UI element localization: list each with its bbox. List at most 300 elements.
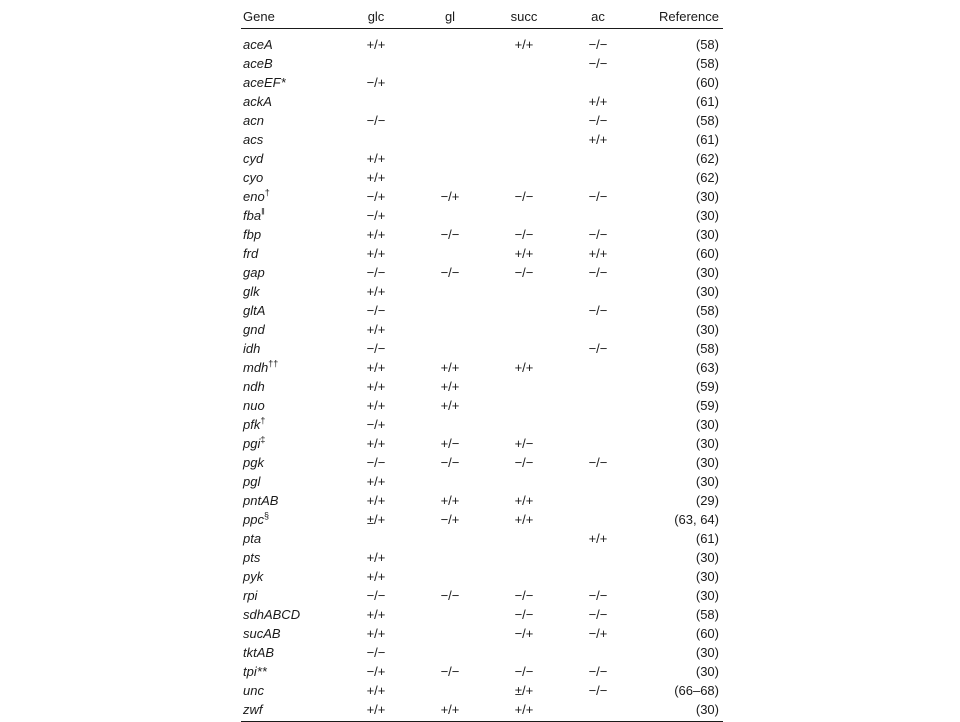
table-row	[241, 491, 723, 510]
cell-gene	[241, 529, 339, 548]
gene-name: acs	[243, 132, 264, 147]
table-row	[241, 377, 723, 396]
table-row	[241, 396, 723, 415]
table-row	[241, 130, 723, 149]
cell-succ	[487, 282, 561, 301]
cell-glc: ±/+	[366, 512, 386, 527]
table-row	[241, 111, 723, 130]
table-row	[241, 358, 723, 377]
table-row	[241, 168, 723, 187]
cell-gene	[241, 681, 339, 700]
cell-succ: +/+	[487, 700, 561, 722]
cell-ac: −/−	[588, 56, 608, 71]
cell-ac	[561, 168, 635, 187]
cell-glc: −/+	[366, 208, 386, 223]
cell-reference: (30)	[695, 208, 719, 223]
cell-reference: (59)	[695, 379, 719, 394]
gene-name: tktAB	[243, 645, 275, 660]
cell-succ	[487, 529, 561, 548]
cell-reference: (58)	[695, 37, 719, 52]
cell-gene	[241, 586, 339, 605]
cell-glc: +/+	[339, 700, 413, 722]
cell-ac: −/−	[588, 113, 608, 128]
cell-succ	[487, 149, 561, 168]
cell-ac	[561, 643, 635, 662]
footnote-mark: ††	[268, 358, 279, 369]
cell-ac: −/−	[588, 227, 608, 242]
cell-succ: +/+	[514, 512, 534, 527]
cell-ac	[561, 548, 635, 567]
cell-gene	[241, 244, 339, 263]
cell-ac	[561, 377, 635, 396]
table-row	[241, 149, 723, 168]
gene-name: idh	[243, 341, 261, 356]
cell-gl: +/−	[440, 436, 460, 451]
gene-name: mdh	[243, 360, 269, 375]
cell-gene	[241, 282, 339, 301]
cell-succ	[487, 168, 561, 187]
cell-gl	[413, 624, 487, 643]
gene-name: cyo	[243, 170, 264, 185]
cell-gl: −/−	[440, 455, 460, 470]
cell-gl: −/+	[440, 189, 460, 204]
table-header	[241, 4, 723, 29]
cell-gene	[241, 92, 339, 111]
cell-glc: −/−	[366, 588, 386, 603]
cell-gl: +/+	[440, 493, 460, 508]
cell-reference: (30)	[695, 588, 719, 603]
gene-name: fba	[243, 208, 262, 223]
cell-gl	[413, 54, 487, 73]
cell-gl: +/+	[440, 398, 460, 413]
cell-glc: +/+	[366, 360, 386, 375]
cell-gene	[241, 130, 339, 149]
header-succ: succ	[487, 4, 561, 29]
table-row	[241, 586, 723, 605]
table-row	[241, 73, 723, 92]
header-gl: gl	[413, 4, 487, 29]
cell-glc: +/+	[366, 493, 386, 508]
cell-glc	[339, 130, 413, 149]
table-row	[241, 244, 723, 263]
cell-reference: (62)	[695, 151, 719, 166]
cell-gene	[241, 548, 339, 567]
cell-reference: (30)	[695, 417, 719, 432]
cell-ac: −/−	[588, 37, 608, 52]
cell-succ: −/+	[514, 626, 534, 641]
table-row	[241, 54, 723, 73]
cell-ac: −/−	[588, 588, 608, 603]
cell-gene	[241, 320, 339, 339]
cell-glc: +/+	[366, 170, 386, 185]
cell-reference: (60)	[695, 75, 719, 90]
cell-reference: (58)	[695, 303, 719, 318]
cell-gene	[241, 472, 339, 491]
cell-reference: (30)	[695, 550, 719, 565]
cell-gene	[241, 263, 339, 282]
gene-name: frd	[243, 246, 259, 261]
cell-succ	[487, 643, 561, 662]
cell-gl	[413, 567, 487, 586]
table-row	[241, 225, 723, 244]
cell-ac: +/+	[588, 246, 608, 261]
cell-glc: +/+	[366, 151, 386, 166]
cell-gl	[413, 149, 487, 168]
cell-succ: −/−	[514, 607, 534, 622]
cell-glc: +/+	[366, 37, 386, 52]
cell-succ: −/−	[514, 227, 534, 242]
cell-succ: −/−	[514, 265, 534, 280]
cell-ac	[561, 206, 635, 225]
cell-succ	[487, 339, 561, 358]
table-row	[241, 29, 723, 55]
table-row	[241, 187, 723, 206]
cell-ac: −/−	[588, 341, 608, 356]
table-row	[241, 548, 723, 567]
gene-name: nuo	[243, 398, 265, 413]
cell-gene	[241, 29, 339, 55]
gene-name: gap	[243, 265, 265, 280]
cell-gl	[413, 130, 487, 149]
cell-ac: −/−	[588, 455, 608, 470]
cell-ac: −/−	[588, 303, 608, 318]
gene-name: ppc	[243, 512, 264, 527]
cell-ac	[561, 73, 635, 92]
cell-ac: +/+	[588, 531, 608, 546]
gene-name: aceEF*	[243, 75, 286, 90]
cell-succ: +/−	[514, 436, 534, 451]
cell-ac	[561, 434, 635, 453]
cell-gene	[241, 396, 339, 415]
gene-name: pts	[243, 550, 261, 565]
gene-phenotype-table	[241, 4, 723, 722]
header-gene: Gene	[241, 4, 339, 29]
cell-gl	[413, 282, 487, 301]
table-row	[241, 92, 723, 111]
cell-ac: −/−	[588, 189, 608, 204]
cell-glc: +/+	[366, 284, 386, 299]
cell-gene	[241, 510, 339, 529]
cell-ac: −/−	[588, 664, 608, 679]
cell-succ: −/−	[514, 664, 534, 679]
cell-gene	[241, 187, 339, 206]
cell-glc: −/+	[366, 664, 386, 679]
cell-gene	[241, 434, 339, 453]
table-row	[241, 510, 723, 529]
cell-succ	[487, 396, 561, 415]
gene-name: ndh	[243, 379, 265, 394]
cell-gene	[241, 415, 339, 434]
cell-ac	[561, 700, 635, 722]
cell-ac: −/−	[588, 683, 608, 698]
cell-gl: −/−	[440, 588, 460, 603]
table-row	[241, 263, 723, 282]
cell-gene	[241, 377, 339, 396]
cell-succ	[487, 130, 561, 149]
cell-glc	[339, 54, 413, 73]
cell-gl	[413, 73, 487, 92]
cell-glc: +/+	[366, 569, 386, 584]
cell-ac	[561, 396, 635, 415]
table-row	[241, 415, 723, 434]
cell-ac	[561, 358, 635, 377]
cell-gene	[241, 624, 339, 643]
cell-reference: (30)	[695, 265, 719, 280]
cell-gl	[413, 643, 487, 662]
header-ac: ac	[561, 4, 635, 29]
cell-succ	[487, 54, 561, 73]
cell-glc: +/+	[366, 550, 386, 565]
cell-ac	[561, 282, 635, 301]
cell-gene	[241, 73, 339, 92]
gene-name: pgk	[243, 455, 264, 470]
cell-glc: +/+	[366, 683, 386, 698]
cell-reference: (61)	[695, 132, 719, 147]
footnote-mark: ‖	[261, 206, 265, 217]
gene-name: tpi**	[243, 664, 267, 679]
cell-gene	[241, 453, 339, 472]
cell-gl	[413, 529, 487, 548]
cell-reference: (30)	[695, 284, 719, 299]
gene-name: aceA	[243, 37, 273, 52]
cell-reference: (29)	[695, 493, 719, 508]
cell-glc: −/−	[366, 303, 386, 318]
gene-name: gnd	[243, 322, 265, 337]
cell-succ	[487, 377, 561, 396]
cell-succ	[487, 92, 561, 111]
cell-gl	[413, 111, 487, 130]
cell-glc: −/+	[366, 75, 386, 90]
table-row	[241, 605, 723, 624]
gene-name: sucAB	[243, 626, 281, 641]
cell-gene	[241, 225, 339, 244]
cell-reference: (62)	[695, 170, 719, 185]
cell-ac	[561, 491, 635, 510]
cell-succ: +/+	[514, 246, 534, 261]
cell-gl	[413, 472, 487, 491]
cell-succ	[487, 73, 561, 92]
cell-glc: +/+	[366, 436, 386, 451]
header-row	[241, 4, 723, 29]
table-row	[241, 301, 723, 320]
cell-gl	[413, 320, 487, 339]
cell-gl	[413, 681, 487, 700]
cell-succ: −/−	[514, 588, 534, 603]
footnote-mark: ‡	[260, 434, 266, 445]
gene-name: rpi	[243, 588, 258, 603]
cell-gl: −/−	[440, 227, 460, 242]
table-row	[241, 320, 723, 339]
cell-succ: +/+	[514, 37, 534, 52]
cell-glc	[339, 92, 413, 111]
cell-gene	[241, 662, 339, 681]
cell-glc: −/−	[366, 645, 386, 660]
cell-reference: (30)	[695, 455, 719, 470]
cell-glc: −/−	[366, 455, 386, 470]
gene-name: pta	[243, 531, 262, 546]
gene-name: eno	[243, 189, 265, 204]
cell-gene	[241, 358, 339, 377]
cell-glc: +/+	[366, 398, 386, 413]
gene-name: glk	[243, 284, 260, 299]
gene-name: gltA	[243, 303, 266, 318]
gene-name: zwf	[243, 702, 263, 717]
cell-glc: +/+	[366, 322, 386, 337]
cell-succ	[487, 548, 561, 567]
table-body	[241, 29, 723, 722]
cell-gl	[413, 168, 487, 187]
table-row	[241, 643, 723, 662]
gene-name: pntAB	[243, 493, 279, 508]
cell-gl	[413, 415, 487, 434]
cell-glc: −/−	[366, 113, 386, 128]
gene-name: fbp	[243, 227, 262, 242]
cell-gl	[413, 301, 487, 320]
cell-glc	[339, 529, 413, 548]
cell-gene	[241, 700, 339, 722]
cell-gl	[413, 206, 487, 225]
table-row	[241, 624, 723, 643]
cell-reference: (60)	[695, 626, 719, 641]
cell-reference: (30)	[695, 664, 719, 679]
cell-gl: +/+	[440, 360, 460, 375]
table-row	[241, 529, 723, 548]
cell-succ	[487, 415, 561, 434]
cell-gene	[241, 491, 339, 510]
cell-reference: (30)	[695, 227, 719, 242]
cell-gl	[413, 605, 487, 624]
gene-name: pgl	[243, 474, 261, 489]
cell-ac: +/+	[588, 94, 608, 109]
cell-ac	[561, 149, 635, 168]
cell-succ: −/−	[514, 455, 534, 470]
table-row	[241, 434, 723, 453]
cell-gene	[241, 168, 339, 187]
cell-glc: −/+	[366, 189, 386, 204]
cell-reference: (30)	[695, 474, 719, 489]
cell-reference: (61)	[695, 94, 719, 109]
cell-gl	[413, 339, 487, 358]
table-row	[241, 662, 723, 681]
cell-ac	[561, 510, 635, 529]
gene-name: aceB	[243, 56, 273, 71]
cell-gene	[241, 149, 339, 168]
footnote-mark: †	[264, 187, 270, 198]
cell-gene	[241, 643, 339, 662]
cell-ac: −/−	[588, 607, 608, 622]
cell-glc: −/+	[366, 417, 386, 432]
cell-glc: +/+	[366, 607, 386, 622]
cell-gl	[413, 548, 487, 567]
cell-succ: −/−	[514, 189, 534, 204]
cell-reference: (30)	[695, 569, 719, 584]
table-row	[241, 681, 723, 700]
cell-glc: +/+	[366, 379, 386, 394]
gene-name: ackA	[243, 94, 272, 109]
cell-reference: (63)	[695, 360, 719, 375]
footnote-mark: §	[263, 510, 269, 521]
cell-succ: +/+	[514, 493, 534, 508]
cell-gene	[241, 54, 339, 73]
cell-glc: +/+	[366, 246, 386, 261]
footnote-mark: †	[260, 415, 266, 426]
cell-ac	[561, 320, 635, 339]
cell-reference: (30)	[635, 700, 723, 722]
gene-name: unc	[243, 683, 264, 698]
cell-gl	[413, 29, 487, 55]
cell-glc: −/−	[366, 265, 386, 280]
cell-succ	[487, 111, 561, 130]
cell-reference: (58)	[695, 341, 719, 356]
cell-gene	[241, 339, 339, 358]
cell-reference: (59)	[695, 398, 719, 413]
cell-succ	[487, 567, 561, 586]
cell-reference: (30)	[695, 436, 719, 451]
cell-reference: (61)	[695, 531, 719, 546]
cell-gene	[241, 301, 339, 320]
cell-succ: +/+	[514, 360, 534, 375]
table-row	[241, 206, 723, 225]
cell-gl: −/−	[440, 265, 460, 280]
table-row	[241, 339, 723, 358]
cell-reference: (66–68)	[674, 683, 719, 698]
cell-glc: +/+	[366, 227, 386, 242]
cell-succ	[487, 301, 561, 320]
cell-glc: +/+	[366, 474, 386, 489]
header-glc: glc	[339, 4, 413, 29]
cell-gene	[241, 111, 339, 130]
cell-gl: +/+	[440, 379, 460, 394]
cell-succ	[487, 206, 561, 225]
gene-name: cyd	[243, 151, 264, 166]
table-row	[241, 567, 723, 586]
cell-ac: −/−	[588, 265, 608, 280]
table-row	[241, 472, 723, 491]
cell-glc: −/−	[366, 341, 386, 356]
cell-reference: (30)	[695, 322, 719, 337]
cell-gene	[241, 567, 339, 586]
cell-gene	[241, 206, 339, 225]
cell-gl	[413, 92, 487, 111]
gene-name: pfk	[243, 417, 261, 432]
cell-reference: (30)	[695, 645, 719, 660]
cell-reference: (58)	[695, 56, 719, 71]
cell-reference: (58)	[695, 113, 719, 128]
header-reference: Reference	[635, 4, 723, 29]
cell-reference: (63, 64)	[674, 512, 719, 527]
cell-reference: (60)	[695, 246, 719, 261]
gene-name: sdhABCD	[243, 607, 301, 622]
cell-reference: (30)	[695, 189, 719, 204]
cell-ac	[561, 472, 635, 491]
cell-gl: −/−	[440, 664, 460, 679]
cell-succ: ±/+	[514, 683, 534, 698]
cell-ac: −/+	[588, 626, 608, 641]
gene-name: pyk	[243, 569, 264, 584]
table-row	[241, 282, 723, 301]
gene-name: pgi	[243, 436, 261, 451]
table-row	[241, 700, 723, 722]
cell-succ	[487, 320, 561, 339]
cell-ac	[561, 567, 635, 586]
cell-gl	[413, 244, 487, 263]
gene-name: acn	[243, 113, 264, 128]
cell-gl: −/+	[440, 512, 460, 527]
table-row	[241, 453, 723, 472]
cell-gene	[241, 605, 339, 624]
cell-reference: (58)	[695, 607, 719, 622]
cell-glc: +/+	[366, 626, 386, 641]
